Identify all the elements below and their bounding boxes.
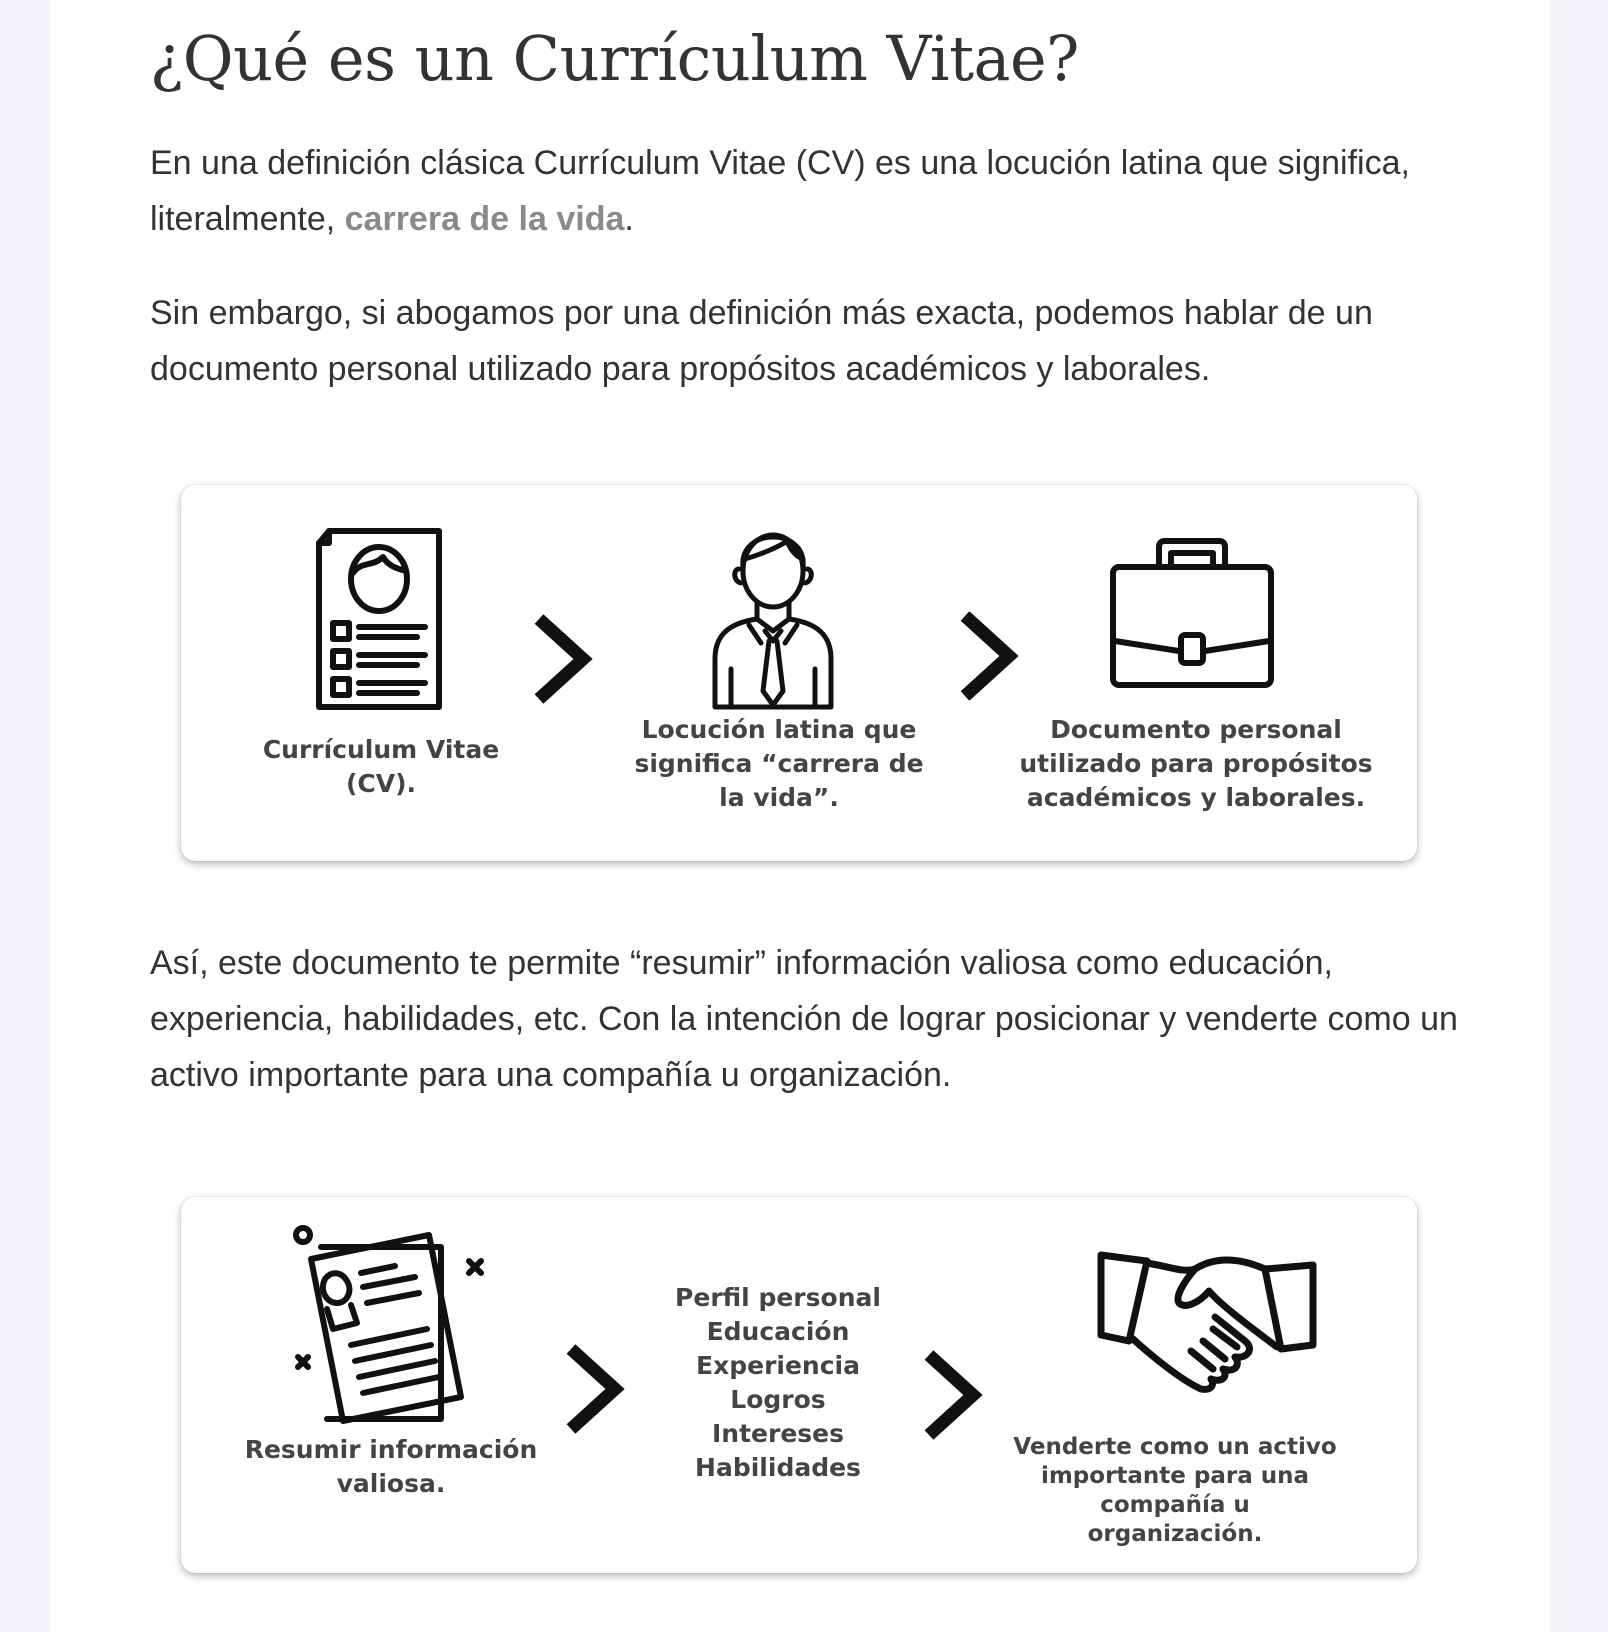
list-item: Perfil personal (675, 1283, 881, 1312)
businessman-icon (709, 519, 837, 711)
chevron-right-icon (565, 1343, 625, 1435)
caption-resumir: Resumir información valiosa. (244, 1435, 538, 1498)
list-item: Experiencia (696, 1351, 860, 1380)
briefcase-icon (1109, 537, 1275, 689)
caption-documento-personal: Documento personal utilizado para propósitos académicos y laborales. (1019, 715, 1373, 812)
highlight-text: carrera de la vida (344, 200, 625, 238)
chevron-right-icon (959, 610, 1019, 702)
handshake-icon (1095, 1249, 1319, 1397)
paragraph-summary: Así, este documento te permite “resumir” información valiosa como educación, experiencia, habilidades, etc. Con la intención de lograr posicionar y venderte como un activo importante para una compañía u organización. (150, 944, 1458, 1094)
infographic-card-definition (181, 485, 1417, 861)
paragraph-definition: En una definición clásica Currículum Vitae (CV) es una locución latina que significa, literalmente, carrera de la vida. (150, 144, 1410, 238)
list-item: Intereses (711, 1419, 844, 1448)
profile-sections-list (643, 1281, 913, 1485)
list-item: Logros (730, 1385, 826, 1414)
chevron-right-icon (923, 1349, 983, 1441)
caption-locucion-latina: Locución latina que significa “carrera de la vida”. (634, 715, 924, 812)
chevron-right-icon (533, 613, 593, 705)
paragraph-exact-definition: Sin embargo, si abogamos por una definición más exacta, podemos hablar de un documento personal utilizado para propósitos académicos y laborales. (150, 294, 1373, 388)
caption-curriculum-vitae: Currículum Vitae (CV). (262, 735, 500, 798)
caption-venderte: Venderte como un activo importante para una compañía u organización. (1013, 1434, 1337, 1547)
list-item: Habilidades (695, 1453, 861, 1482)
page-title: ¿Qué es un Currículum Vitae? (150, 22, 1079, 95)
page (50, 0, 1550, 1632)
resume-stack-icon (291, 1223, 489, 1427)
resume-document-icon (313, 527, 447, 711)
list-item: Educación (706, 1317, 850, 1346)
infographic-card-purpose (181, 1197, 1417, 1573)
